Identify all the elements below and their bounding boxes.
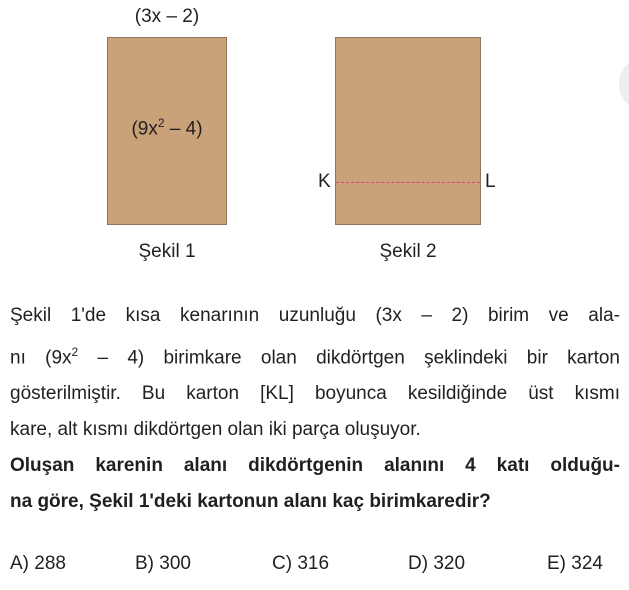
option-e[interactable]: E) 324 <box>547 553 603 574</box>
point-l-label: L <box>485 171 496 192</box>
question-text <box>10 298 620 520</box>
cut-line-kl <box>336 182 480 183</box>
question-line-4: kare, alt kısmı dikdörtgen olan iki parça oluşuyor. <box>10 419 421 441</box>
option-a[interactable]: A) 288 <box>10 553 66 574</box>
question-line-2-exponent: 2 <box>71 345 79 359</box>
question-line-2-post: – 4) birimkare olan dikdörtgen şeklindeki bir karton <box>78 347 620 369</box>
area-label-base: (9x <box>131 118 158 140</box>
option-d[interactable]: D) 320 <box>408 553 466 574</box>
short-side-label: (3x – 2) <box>134 6 200 27</box>
area-label-exponent: 2 <box>157 116 165 130</box>
caption-figure-2: Şekil 2 <box>379 241 437 262</box>
option-b[interactable]: B) 300 <box>135 553 191 574</box>
question-line-2-pre: nı (9x <box>10 347 72 369</box>
caption-figure-1: Şekil 1 <box>138 241 196 262</box>
cardboard-figure-2 <box>335 37 481 225</box>
option-c[interactable]: C) 316 <box>272 553 330 574</box>
figure-area <box>0 0 629 275</box>
point-k-label: K <box>318 171 331 192</box>
question-line-3: gösterilmiştir. Bu karton [KL] boyunca kesildiğinde üst kısmı <box>10 383 620 405</box>
question-line-1: Şekil 1'de kısa kenarının uzunluğu (3x – 2) birim ve ala- <box>10 305 620 326</box>
area-label-tail: – 4) <box>164 118 203 140</box>
question-line-6: na göre, Şekil 1'deki kartonun alanı kaç birimkaredir? <box>10 491 491 513</box>
area-label <box>107 116 227 140</box>
question-line-2 <box>10 334 620 376</box>
question-line-5: Oluşan karenin alanı dikdörtgenin alanını 4 katı olduğu- <box>10 455 620 477</box>
edge-decoration <box>619 62 629 106</box>
